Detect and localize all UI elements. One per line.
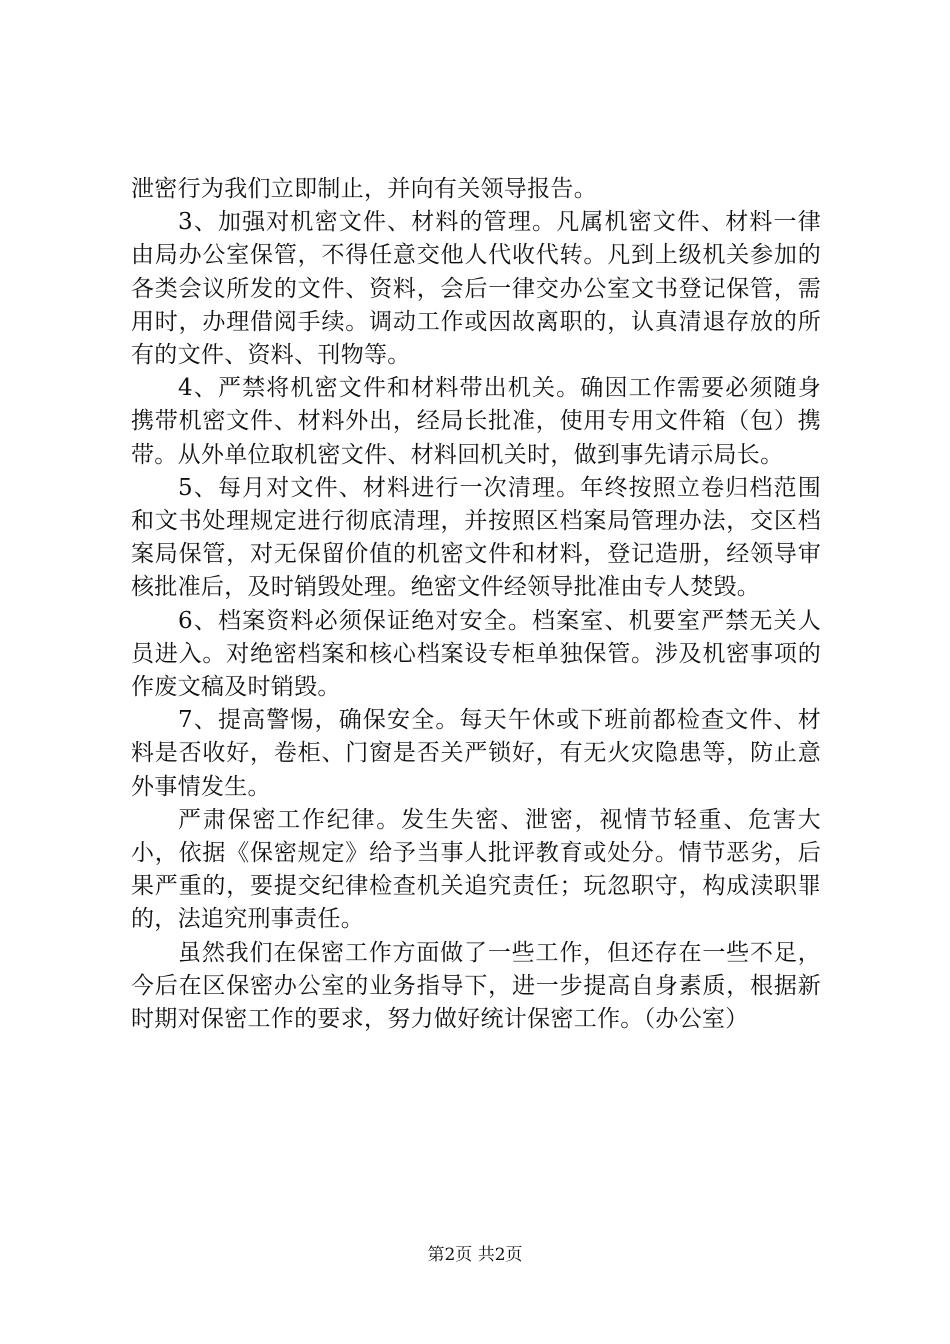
paragraph-item-5: 5、每月对文件、材料进行一次清理。年终按照立卷归档范围和文书处理规定进行彻底清理，并按照区档案局管理办法，交区档案局保管，对无保留价值的机密文件和材料，登记造册，经领导审核批准后，及时销毁处理。绝密文件经领导批准由专人焚毁。 bbox=[131, 474, 821, 601]
page-number-footer: 第2页 共2页 bbox=[427, 1245, 523, 1265]
paragraph-discipline: 严肃保密工作纪律。发生失密、泄密，视情节轻重、危害大小，依据《保密规定》给予当事人批评教育或处分。情节恶劣，后果严重的，要提交纪律检查机关追究责任；玩忽职守，构成渎职罪的，法追究刑事责任。 bbox=[131, 806, 821, 933]
paragraph-item-6: 6、档案资料必须保证绝对安全。档案室、机要室严禁无关人员进入。对绝密档案和核心档案设专柜单独保管。涉及机密事项的作废文稿及时销毁。 bbox=[131, 607, 821, 701]
paragraph-item-4: 4、严禁将机密文件和材料带出机关。确因工作需要必须随身携带机密文件、材料外出，经局长批准，使用专用文件箱（包）携带。从外单位取机密文件、材料回机关时，做到事先请示局长。 bbox=[131, 375, 821, 468]
document-body bbox=[131, 173, 821, 1036]
paragraph-conclusion: 虽然我们在保密工作方面做了一些工作，但还存在一些不足，今后在区保密办公室的业务指导下，进一步提高自身素质，根据新时期对保密工作的要求，努力做好统计保密工作。（办公室） bbox=[131, 939, 821, 1033]
paragraph-continuation: 泄密行为我们立即制止，并向有关领导报告。 bbox=[131, 176, 597, 202]
paragraph-item-7: 7、提高警惕，确保安全。每天午休或下班前都检查文件、材料是否收好，卷柜、门窗是否关严锁好，有无火灾隐患等，防止意外事情发生。 bbox=[131, 707, 821, 800]
paragraph-item-3: 3、加强对机密文件、材料的管理。凡属机密文件、材料一律由局办公室保管，不得任意交他人代收代转。凡到上级机关参加的各类会议所发的文件、资料，会后一律交办公室文书登记保管，需用时，办理借阅手续。调动工作或因故离职的，认真清退存放的所有的文件、资料、刊物等。 bbox=[131, 209, 821, 369]
